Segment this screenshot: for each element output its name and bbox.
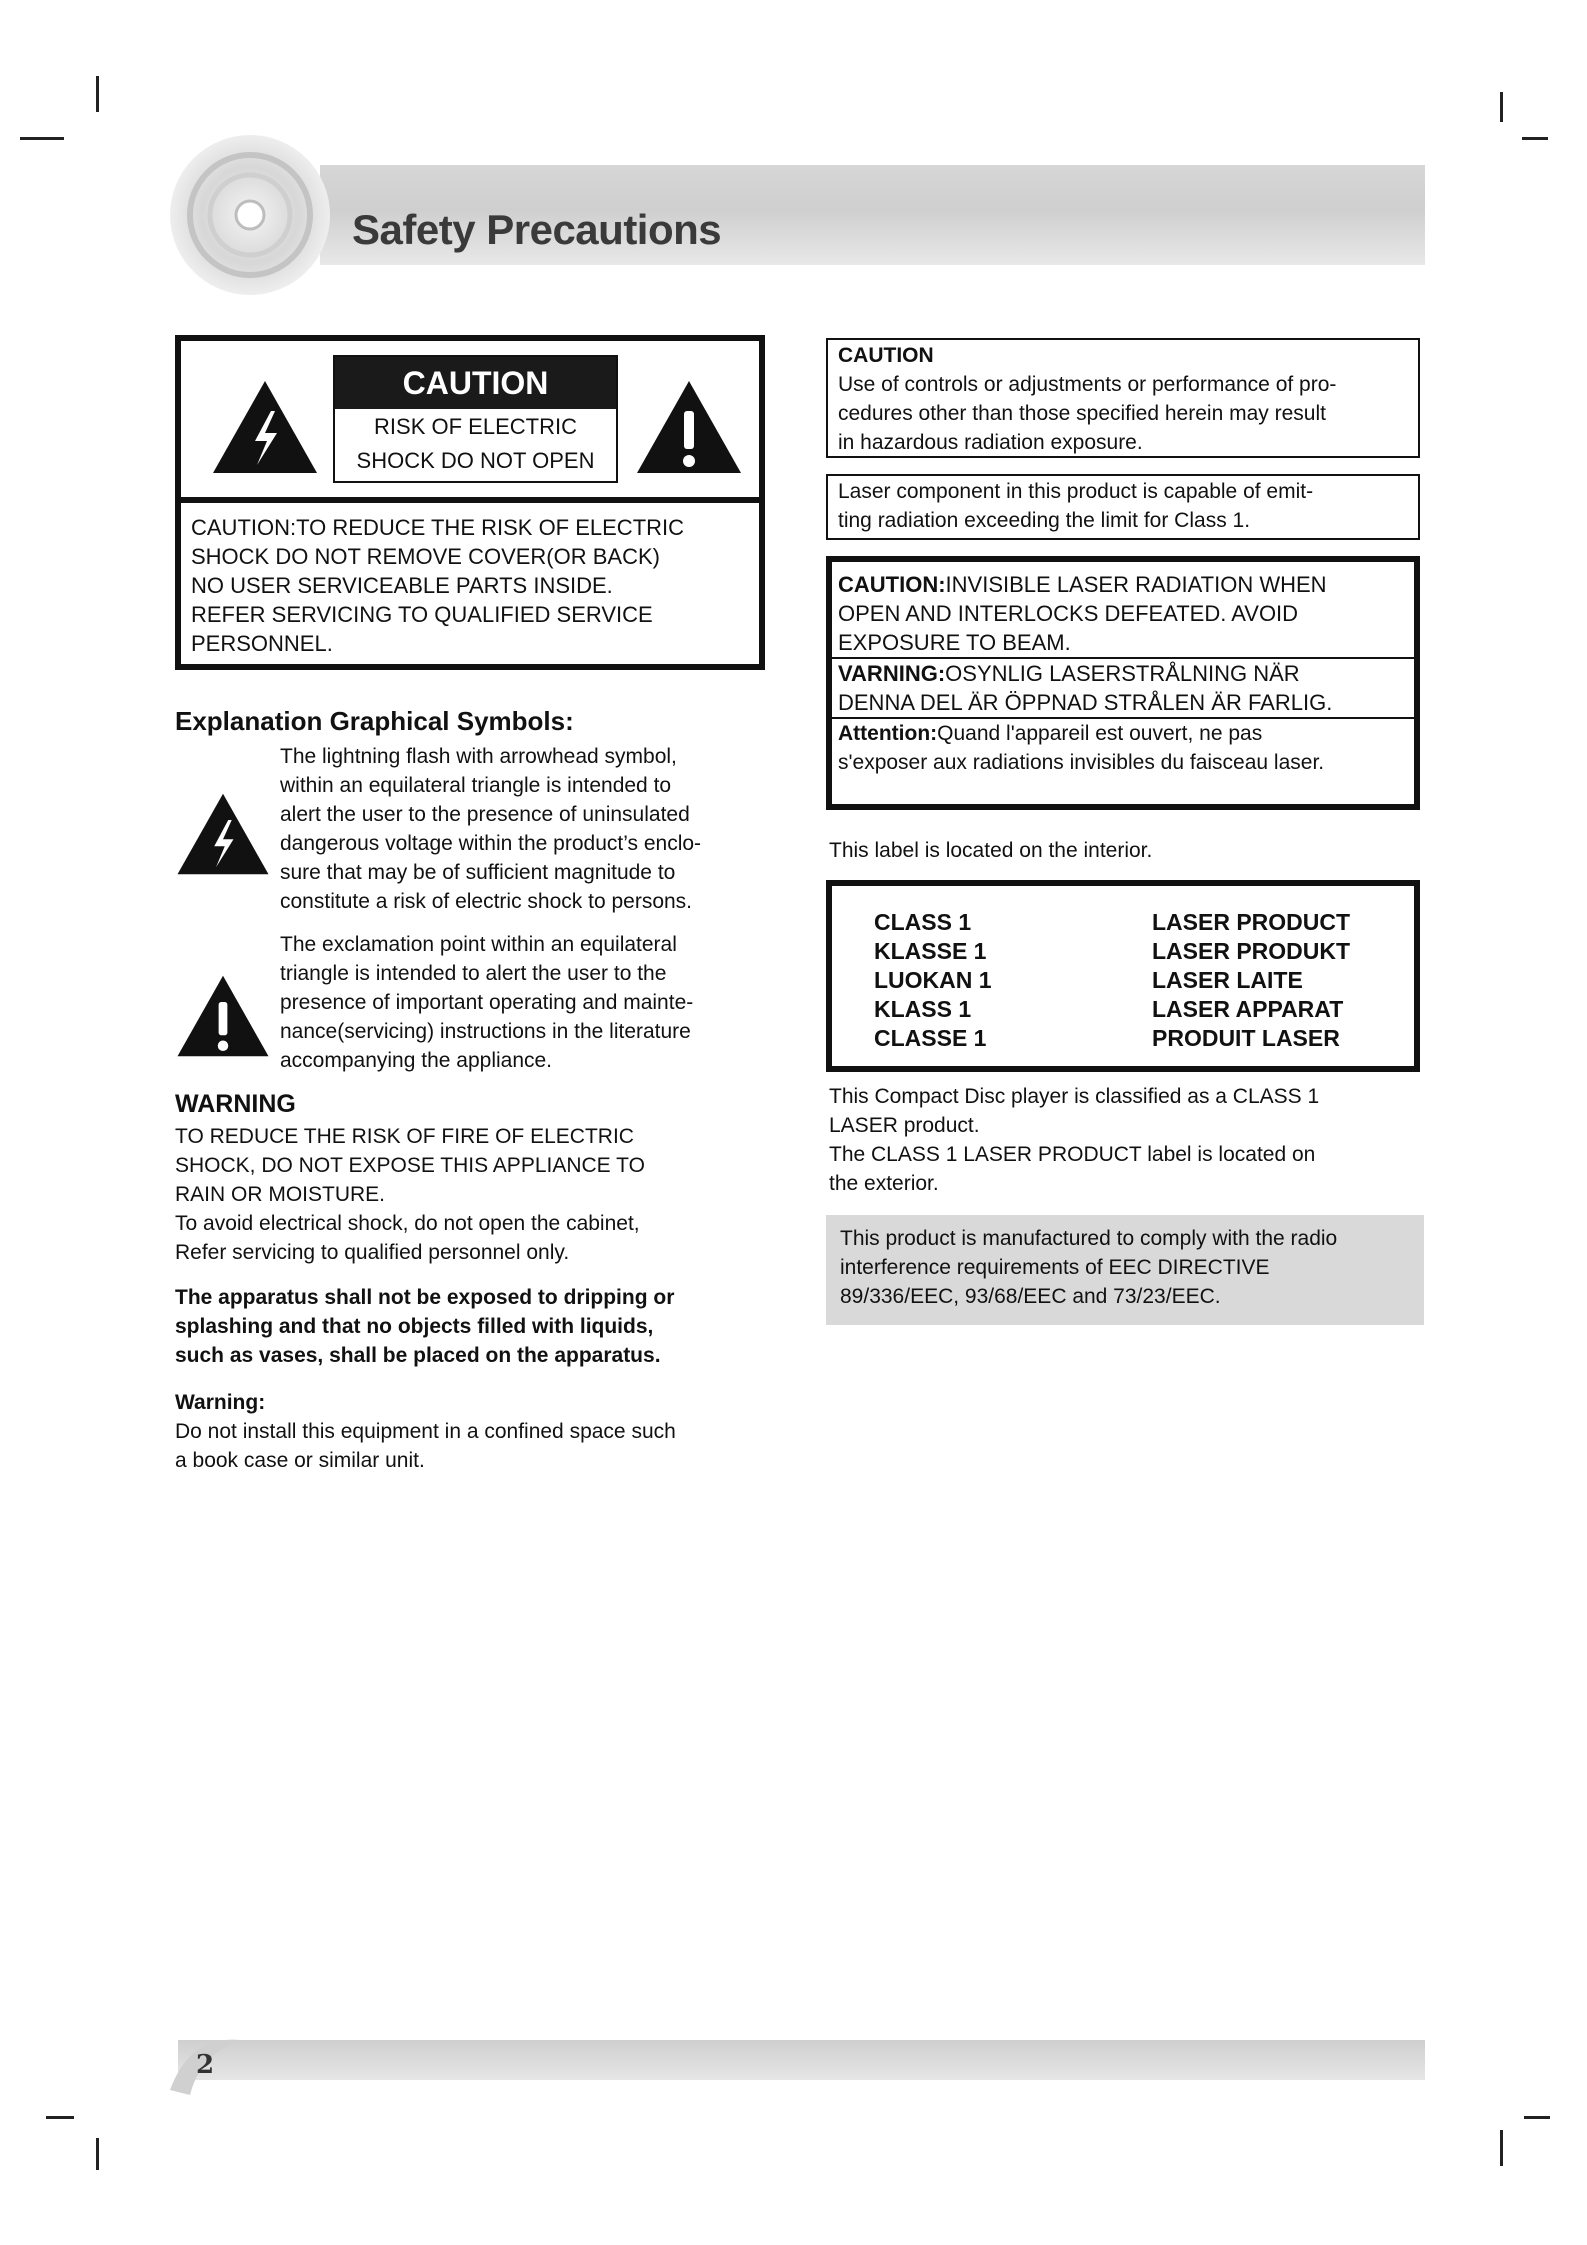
- table-cell: LASER LAITE: [1152, 967, 1303, 993]
- text-line: Laser component in this product is capable of emit-: [838, 480, 1314, 503]
- laser-class-label: [826, 880, 1420, 1072]
- row-text: EXPOSURE TO BEAM.: [838, 630, 1071, 655]
- caution-label-line: RISK OF ELECTRIC: [374, 414, 577, 439]
- crop-mark: [1522, 137, 1548, 140]
- caution-panel-top: [181, 341, 759, 503]
- lightning-symbol-text: [280, 742, 701, 916]
- footer-band: [178, 2040, 1425, 2080]
- table-cell: LASER PRODUKT: [1152, 938, 1351, 964]
- text-line: SHOCK DO NOT REMOVE COVER(OR BACK): [191, 544, 660, 569]
- warning-row-swedish: [832, 659, 1414, 719]
- install-warning: [175, 1388, 676, 1475]
- text-line: To avoid electrical shock, do not open the cabinet,: [175, 1212, 640, 1235]
- text-line: ting radiation exceeding the limit for Class 1.: [838, 509, 1251, 532]
- text-line: the exterior.: [829, 1172, 939, 1195]
- explanation-heading: Explanation Graphical Symbols:: [175, 706, 574, 736]
- eec-compliance-box: [826, 1215, 1424, 1325]
- text-line: 89/336/EEC, 93/68/EEC and 73/23/EEC.: [840, 1285, 1221, 1308]
- crop-mark: [96, 2138, 99, 2170]
- disc-icon: [165, 130, 335, 300]
- text-line: cedures other than those specified herein may result: [838, 402, 1326, 425]
- table-row: [874, 937, 1350, 966]
- row-label: Attention:: [838, 722, 938, 745]
- text-line: The exclamation point within an equilateral: [280, 933, 677, 956]
- text-line: dangerous voltage within the product’s enclo-: [280, 832, 702, 855]
- row-text: s'exposer aux radiations invisibles du faisceau laser.: [838, 751, 1325, 774]
- laser-caution-heading: CAUTION: [838, 344, 934, 367]
- text-line: Do not install this equipment in a confined space such: [175, 1420, 676, 1443]
- text-line: presence of important operating and mainte-: [280, 991, 694, 1014]
- laser-component-box: [826, 474, 1420, 540]
- table-row: [874, 966, 1350, 995]
- text-line: PERSONNEL.: [191, 631, 333, 656]
- table-row: [874, 1024, 1350, 1053]
- multilanguage-warning-box: [826, 556, 1420, 810]
- table-cell: LASER PRODUCT: [1152, 909, 1351, 935]
- text-line: such as vases, shall be placed on the apparatus.: [175, 1344, 661, 1367]
- caution-panel-text: [191, 513, 751, 658]
- crop-mark: [1500, 2130, 1503, 2166]
- row-label: CAUTION:: [838, 572, 946, 597]
- table-row: [874, 908, 1350, 937]
- text-line: triangle is intended to alert the user to the: [280, 962, 667, 985]
- lightning-warning-icon: [174, 790, 272, 878]
- table-cell: LASER APPARAT: [1152, 996, 1344, 1022]
- table-cell: PRODUIT LASER: [1152, 1025, 1340, 1051]
- lightning-warning-icon: [209, 377, 321, 477]
- text-line: Use of controls or adjustments or performance of pro-: [838, 373, 1337, 396]
- row-text: Quand l'appareil est ouvert, ne pas: [937, 722, 1263, 745]
- install-warning-heading: Warning:: [175, 1391, 266, 1414]
- text-line: CAUTION:TO REDUCE THE RISK OF ELECTRIC: [191, 515, 685, 540]
- crop-mark: [96, 76, 99, 112]
- table-cell: KLASSE 1: [874, 938, 987, 964]
- table-cell: CLASSE 1: [874, 1025, 987, 1051]
- row-text: OPEN AND INTERLOCKS DEFEATED. AVOID: [838, 601, 1299, 626]
- text-line: The apparatus shall not be exposed to dripping or: [175, 1286, 675, 1309]
- crop-mark: [46, 2116, 74, 2119]
- table-cell: CLASS 1: [874, 909, 972, 935]
- warning-row-english: [832, 562, 1414, 659]
- text-line: a book case or similar unit.: [175, 1449, 425, 1472]
- table-row: [874, 995, 1350, 1024]
- text-line: nance(servicing) instructions in the literature: [280, 1020, 691, 1043]
- text-line: Refer servicing to qualified personnel only.: [175, 1241, 570, 1264]
- text-line: sure that may be of sufficient magnitude to: [280, 861, 676, 884]
- text-line: SHOCK, DO NOT EXPOSE THIS APPLIANCE TO: [175, 1154, 645, 1177]
- table-cell: LUOKAN 1: [874, 967, 992, 993]
- text-line: This product is manufactured to comply with the radio: [840, 1227, 1338, 1250]
- text-line: This Compact Disc player is classified as a CLASS 1: [829, 1085, 1320, 1108]
- warning-row-french: [832, 719, 1414, 777]
- text-line: splashing and that no objects filled with liquids,: [175, 1315, 654, 1338]
- caution-label-heading: CAUTION: [335, 357, 616, 409]
- text-line: alert the user to the presence of uninsulated: [280, 803, 690, 826]
- row-text: DENNA DEL ÄR ÖPPNAD STRÅLEN ÄR FARLIG.: [838, 690, 1333, 715]
- warning-bold-text: [175, 1283, 674, 1370]
- caution-label-line: SHOCK DO NOT OPEN: [356, 448, 595, 473]
- laser-class-table: [874, 908, 1350, 1053]
- text-line: in hazardous radiation exposure.: [838, 431, 1143, 454]
- cd-class-text: [829, 1082, 1319, 1198]
- row-text: INVISIBLE LASER RADIATION WHEN: [945, 572, 1327, 597]
- page-title: Safety Precautions: [352, 206, 722, 253]
- page-number: 2: [196, 2050, 215, 2080]
- text-line: REFER SERVICING TO QUALIFIED SERVICE: [191, 602, 653, 627]
- laser-caution-box: [826, 338, 1420, 458]
- row-text: OSYNLIG LASERSTRÅLNING NÄR: [945, 661, 1300, 686]
- text-line: accompanying the appliance.: [280, 1049, 553, 1072]
- row-label: VARNING:: [838, 661, 946, 686]
- exclamation-warning-icon: [174, 972, 272, 1060]
- exclamation-symbol-text: [280, 930, 693, 1075]
- caution-panel: [175, 335, 765, 670]
- text-line: NO USER SERVICEABLE PARTS INSIDE.: [191, 573, 613, 598]
- text-line: within an equilateral triangle is intended to: [280, 774, 672, 797]
- text-line: interference requirements of EEC DIRECTIVE: [840, 1256, 1270, 1279]
- text-line: constitute a risk of electric shock to persons.: [280, 890, 693, 913]
- text-line: RAIN OR MOISTURE.: [175, 1183, 386, 1206]
- crop-mark: [1500, 92, 1503, 122]
- text-line: The CLASS 1 LASER PRODUCT label is located on: [829, 1143, 1316, 1166]
- warning-heading: WARNING: [175, 1090, 296, 1118]
- crop-mark: [1524, 2116, 1550, 2119]
- caution-label: [333, 355, 618, 483]
- table-cell: KLASS 1: [874, 996, 972, 1022]
- warning-caps-text: [175, 1122, 645, 1267]
- label-location-text: This label is located on the interior.: [829, 839, 1153, 862]
- text-line: LASER product.: [829, 1114, 980, 1137]
- exclamation-warning-icon: [633, 377, 745, 477]
- text-line: TO REDUCE THE RISK OF FIRE OF ELECTRIC: [175, 1125, 634, 1148]
- crop-mark: [20, 137, 64, 140]
- text-line: The lightning flash with arrowhead symbol,: [280, 745, 677, 768]
